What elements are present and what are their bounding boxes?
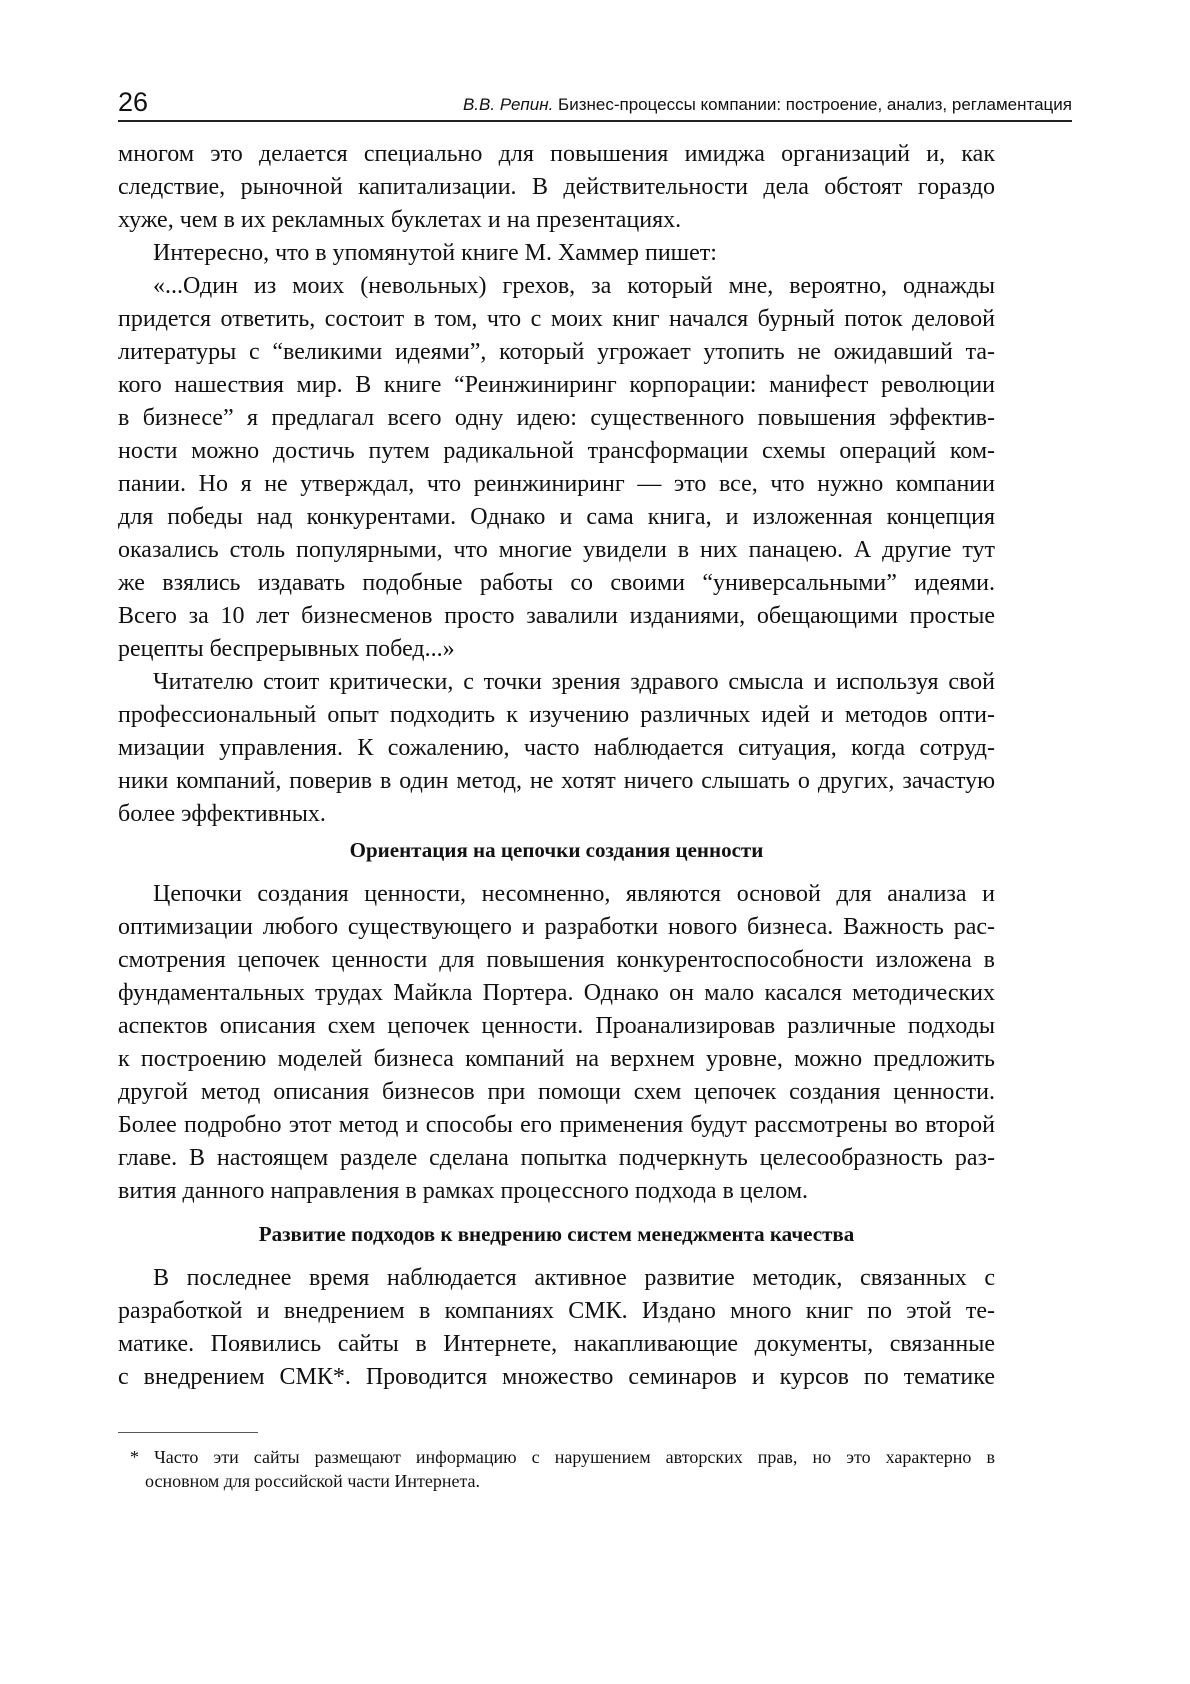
body-text-1 xyxy=(118,138,995,831)
text-line: другой метод описания бизнесов при помощи схем цепочек создания ценности. xyxy=(118,1079,995,1105)
text-line: главе. В настоящем разделе сделана попытка подчеркнуть целесообразность раз- xyxy=(118,1145,995,1171)
body-text-2 xyxy=(118,878,995,1208)
text-line: Всего за 10 лет бизнесменов просто завалили изданиями, обещающими простые xyxy=(118,603,995,629)
text-line: хуже, чем в их рекламных буклетах и на презентациях. xyxy=(118,207,682,233)
text-line: смотрения цепочек ценности для повышения конкурентоспособности изложена в xyxy=(118,947,995,973)
text-line: придется ответить, состоит в том, что с моих книг начался бурный поток деловой xyxy=(118,306,995,332)
text-line: следствие, рыночной капитализации. В действительности дела обстоят гораздо xyxy=(118,174,995,200)
text-line: многом это делается специально для повышения имиджа организаций и, как xyxy=(118,141,995,167)
text-line: оптимизации любого существующего и разработки нового бизнеса. Важность рас- xyxy=(118,914,995,940)
text-line: Более подробно этот метод и способы его применения будут рассмотрены во второй xyxy=(118,1112,995,1138)
text-line: профессиональный опыт подходить к изучению различных идей и методов опти- xyxy=(118,702,995,728)
text-line: Интересно, что в упомянутой книге М. Хаммер пишет: xyxy=(153,240,717,266)
text-line: Читателю стоит критически, с точки зрения здравого смысла и используя свой xyxy=(153,669,995,695)
text-line: в бизнесе” я предлагал всего одну идею: существенного повышения эффектив- xyxy=(118,405,995,431)
text-line: Цепочки создания ценности, несомненно, являются основой для анализа и xyxy=(153,881,995,907)
running-header xyxy=(118,86,1072,122)
footnote xyxy=(130,1445,995,1493)
section-heading-2: Развитие подходов к внедрению систем менеджмента качества xyxy=(258,1222,855,1246)
text-line: более эффективных. xyxy=(118,801,326,827)
text-line: ники компаний, поверив в один метод, не хотят ничего слышать о других, зачастую xyxy=(118,768,995,794)
text-line: разработкой и внедрением в компаниях СМК. Издано много книг по этой те- xyxy=(118,1298,995,1324)
text-line: рецепты беспрерывных побед...» xyxy=(118,636,455,662)
text-line: вития данного направления в рамках процессного подхода в целом. xyxy=(118,1178,808,1204)
text-line: ности можно достичь путем радикальной трансформации схемы операций ком- xyxy=(118,438,995,464)
footnote-divider xyxy=(118,1432,258,1433)
text-line: В последнее время наблюдается активное развитие методик, связанных с xyxy=(153,1265,995,1291)
body-text-3 xyxy=(118,1262,995,1394)
text-line: пании. Но я не утверждал, что реинжиниринг — это все, что нужно компании xyxy=(118,471,995,497)
text-line: с внедрением СМК*. Проводится множество семинаров и курсов по тематике xyxy=(118,1364,995,1390)
text-line: мизации управления. К сожалению, часто наблюдается ситуация, когда сотруд- xyxy=(118,735,995,761)
running-title xyxy=(463,95,1072,115)
text-line: для победы над конкурентами. Однако и сама книга, и изложенная концепция xyxy=(118,504,995,530)
book-title: Бизнес-процессы компании: построение, анализ, регламентация xyxy=(558,95,1072,114)
section-heading-1: Ориентация на цепочки создания ценности xyxy=(349,838,764,862)
text-line: оказались столь популярными, что многие увидели в них панацею. А другие тут xyxy=(118,537,995,563)
text-line: к построению моделей бизнеса компаний на верхнем уровне, можно предложить xyxy=(118,1046,995,1072)
text-line: * Часто эти сайты размещают информацию с нарушением авторских прав, но это характерно в xyxy=(130,1447,995,1467)
page-number: 26 xyxy=(118,87,149,117)
text-line: фундаментальных трудах Майкла Портера. Однако он мало касался методических xyxy=(118,980,995,1006)
author: В.В. Репин. xyxy=(462,95,554,114)
text-line: «...Один из моих (невольных) грехов, за который мне, вероятно, однажды xyxy=(153,273,995,299)
text-line: литературы с “великими идеями”, который угрожает утопить не ожидавший та- xyxy=(118,339,995,365)
text-line: кого нашествия мир. В книге “Реинжиниринг корпорации: манифест революции xyxy=(118,372,995,398)
text-line: матике. Появились сайты в Интернете, накапливающие документы, связанные xyxy=(118,1331,995,1357)
text-line: же взялись издавать подобные работы со своими “универсальными” идеями. xyxy=(118,570,995,596)
text-line: основном для российской части Интернета. xyxy=(145,1471,481,1491)
text-line: аспектов описания схем цепочек ценности. Проанализировав различные подходы xyxy=(118,1013,995,1039)
